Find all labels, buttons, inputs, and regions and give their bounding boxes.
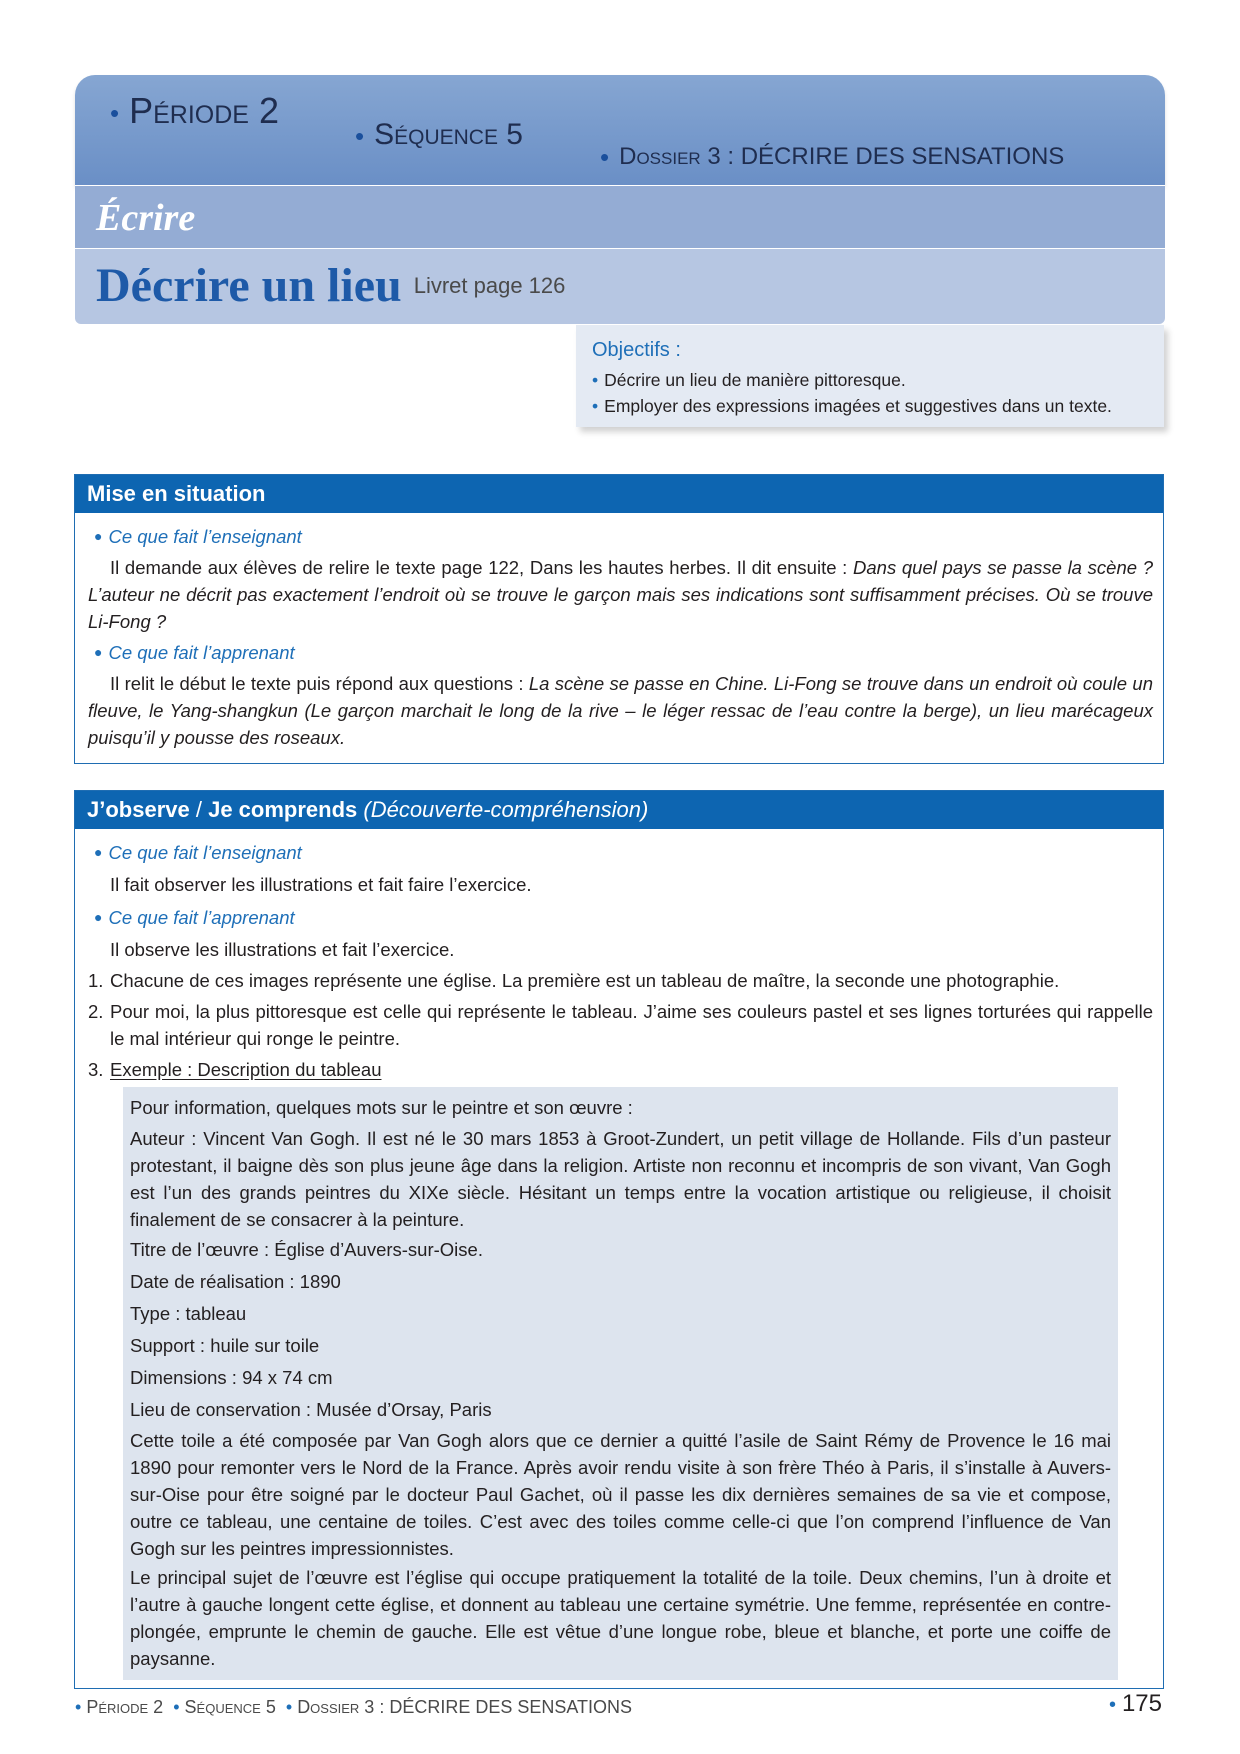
enseignant-text: Il fait observer les illustrations et fait faire l’exercice.: [110, 874, 532, 895]
section-body: [75, 829, 1163, 1688]
info-type: Type : tableau: [130, 1303, 247, 1324]
header-sequence-label: Séquence 5: [374, 118, 523, 151]
answer-text: Pour moi, la plus pittoresque est celle qui représente le tableau. J’aime ses couleurs pastel et ses lignes torturées qui rappelle le mal intérieur qui ronge le peintre.: [110, 1001, 1153, 1049]
header-dossier: [600, 142, 1064, 173]
section-observe: [74, 790, 1164, 1689]
header-periode: [110, 90, 279, 132]
info-lieu: Lieu de conservation : Musée d’Orsay, Paris: [130, 1399, 492, 1420]
footer-breadcrumb: [75, 1697, 632, 1718]
enseignant-paragraph: [88, 554, 1153, 635]
info-sujet: Le principal sujet de l’œuvre est l’église qui occupe pratiquement la totalité de la toile. Deux chemins, l’un à droite et l’autre à gauche longent cette église, et donnent au tableau une certaine symétrie. Une femme, représentée en contre-plongée, emprunte le chemin de gauche. Elle est vêtue d’une longue robe, bleue et blanche, et porte une coiffe de paysanne.: [130, 1567, 1111, 1669]
header-periode-label: Période 2: [129, 90, 279, 131]
paragraph-text: Il demande aux élèves de relire le texte page 122, Dans les hautes herbes. Il dit ensuite :: [110, 557, 854, 578]
objective-text: Décrire un lieu de manière pittoresque.: [604, 370, 906, 390]
bullet-icon: ●: [94, 844, 103, 860]
apprenant-paragraph: [88, 670, 1153, 751]
paragraph-text: Il relit le début le texte puis répond aux questions :: [110, 673, 529, 694]
footer-sequence: Séquence 5: [184, 1697, 276, 1717]
skill-title: Écrire: [96, 197, 196, 239]
role-apprenant: [94, 639, 1153, 666]
section-heading: Mise en situation: [75, 475, 1163, 513]
answer-number: 1.: [88, 970, 104, 991]
page-number-text: 175: [1121, 1690, 1162, 1717]
info-date: Date de réalisation : 1890: [130, 1271, 341, 1292]
answer-item: [88, 1056, 1153, 1083]
page-number: [1109, 1690, 1162, 1718]
info-dimensions: Dimensions : 94 x 74 cm: [130, 1367, 333, 1388]
bullet-icon: •: [592, 370, 599, 390]
role-label: Ce que fait l’apprenant: [108, 907, 295, 928]
paragraph-italic: La scène se passe en Chine. Li-Fong se trouve dans un endroit où coule un fleuve, le Yang-shangkun (Le garçon marchait le long de la rive – le léger ressac de l’eau contre la berge), un lieu marécageux puisqu’il y pousse des roseaux.: [88, 673, 1153, 748]
info-titre: Titre de l’œuvre : Église d’Auvers-sur-Oise.: [130, 1239, 483, 1260]
role-enseignant: [94, 523, 1153, 550]
header-dossier-label: Dossier 3 : DÉCRIRE DES SENSATIONS: [619, 142, 1065, 170]
bullet-icon: •: [173, 1697, 180, 1717]
bullet-icon: •: [600, 142, 610, 172]
heading-part: J’observe: [87, 797, 190, 822]
role-label: Ce que fait l’enseignant: [108, 526, 302, 547]
bullet-icon: •: [355, 120, 365, 151]
page-title-text: Décrire un lieu: [96, 259, 402, 312]
paragraph-italic: Dans quel pays se passe la scène ? L’auteur ne décrit pas exactement l’endroit où se trouve le garçon mais ses indications sont suffisamment précises. Où se trouve Li-Fong ?: [88, 557, 1153, 632]
livret-reference: Livret page 126: [413, 273, 566, 298]
apprenant-text: Il observe les illustrations et fait l’exercice.: [110, 939, 455, 960]
footer-dossier: Dossier 3 : DÉCRIRE DES SENSATIONS: [297, 1697, 633, 1717]
answer-number: 3.: [88, 1059, 104, 1080]
footer-periode: Période 2: [86, 1697, 164, 1717]
bullet-icon: •: [592, 396, 599, 416]
page-title: [96, 258, 565, 313]
bullet-icon: •: [75, 1697, 82, 1717]
bullet-icon: ●: [94, 644, 103, 660]
heading-subtitle: (Découverte-compréhension): [363, 797, 649, 822]
info-intro: Pour information, quelques mots sur le peintre et son œuvre :: [130, 1097, 633, 1118]
bullet-icon: •: [285, 1697, 293, 1717]
heading-part: Je comprends: [208, 797, 358, 822]
heading-separator: /: [189, 797, 209, 822]
bullet-icon: ●: [94, 909, 103, 925]
answer-text: Chacune de ces images représente une église. La première est un tableau de maître, la seconde une photographie.: [110, 970, 1060, 991]
role-label: Ce que fait l’apprenant: [108, 642, 295, 663]
objectives-box: [576, 325, 1164, 427]
objective-item: [592, 367, 1112, 393]
info-box: [123, 1087, 1118, 1680]
objective-item: [592, 393, 1112, 419]
answer-item: [88, 967, 1153, 994]
answer-item: [88, 998, 1153, 1052]
bullet-icon: •: [110, 97, 120, 128]
answer-number: 2.: [88, 1001, 104, 1022]
header-sequence: [355, 118, 523, 152]
role-enseignant: [94, 839, 1153, 866]
bullet-icon: •: [1108, 1694, 1116, 1716]
role-label: Ce que fait l’enseignant: [108, 842, 302, 863]
answer-text: Exemple : Description du tableau: [110, 1059, 382, 1080]
info-histoire: Cette toile a été composée par Van Gogh alors que ce dernier a quitté l’asile de Saint Rémy de Provence le 16 mai 1890 pour remonter vers le Nord de la France. Après avoir rendu visite à son frère Théo à Paris, il s’installe à Auvers-sur-Oise pour être soigné par le docteur Paul Gachet, où il passe les dix dernières semaines de sa vie et compose, outre ce tableau, une centaine de toiles. C’est avec des toiles comme celle-ci que l’on comprend l’influence de Van Gogh sur les peintres impressionnistes.: [130, 1430, 1111, 1559]
objectives-list: [592, 367, 1112, 419]
section-mise-en-situation: [74, 474, 1164, 764]
objectives-title: Objectifs :: [592, 339, 681, 361]
role-apprenant: [94, 904, 1153, 931]
bullet-icon: ●: [94, 528, 103, 544]
section-heading: [75, 791, 1163, 829]
info-auteur: Auteur : Vincent Van Gogh. Il est né le 30 mars 1853 à Groot-Zundert, un petit village de Hollande. Fils d’un pasteur protestant, il baigne dès son plus jeune âge dans la religion. Artiste non reconnu et incompris de son vivant, Van Gogh est l’un des grands peintres du XIXe siècle. Hésitant un temps entre la vocation artistique ou religieuse, il choisit finalement de se consacrer à la peinture.: [130, 1128, 1111, 1230]
info-support: Support : huile sur toile: [130, 1335, 320, 1356]
header-band-skill: [75, 186, 1165, 250]
section-body: [75, 513, 1163, 763]
objective-text: Employer des expressions imagées et suggestives dans un texte.: [604, 396, 1112, 416]
